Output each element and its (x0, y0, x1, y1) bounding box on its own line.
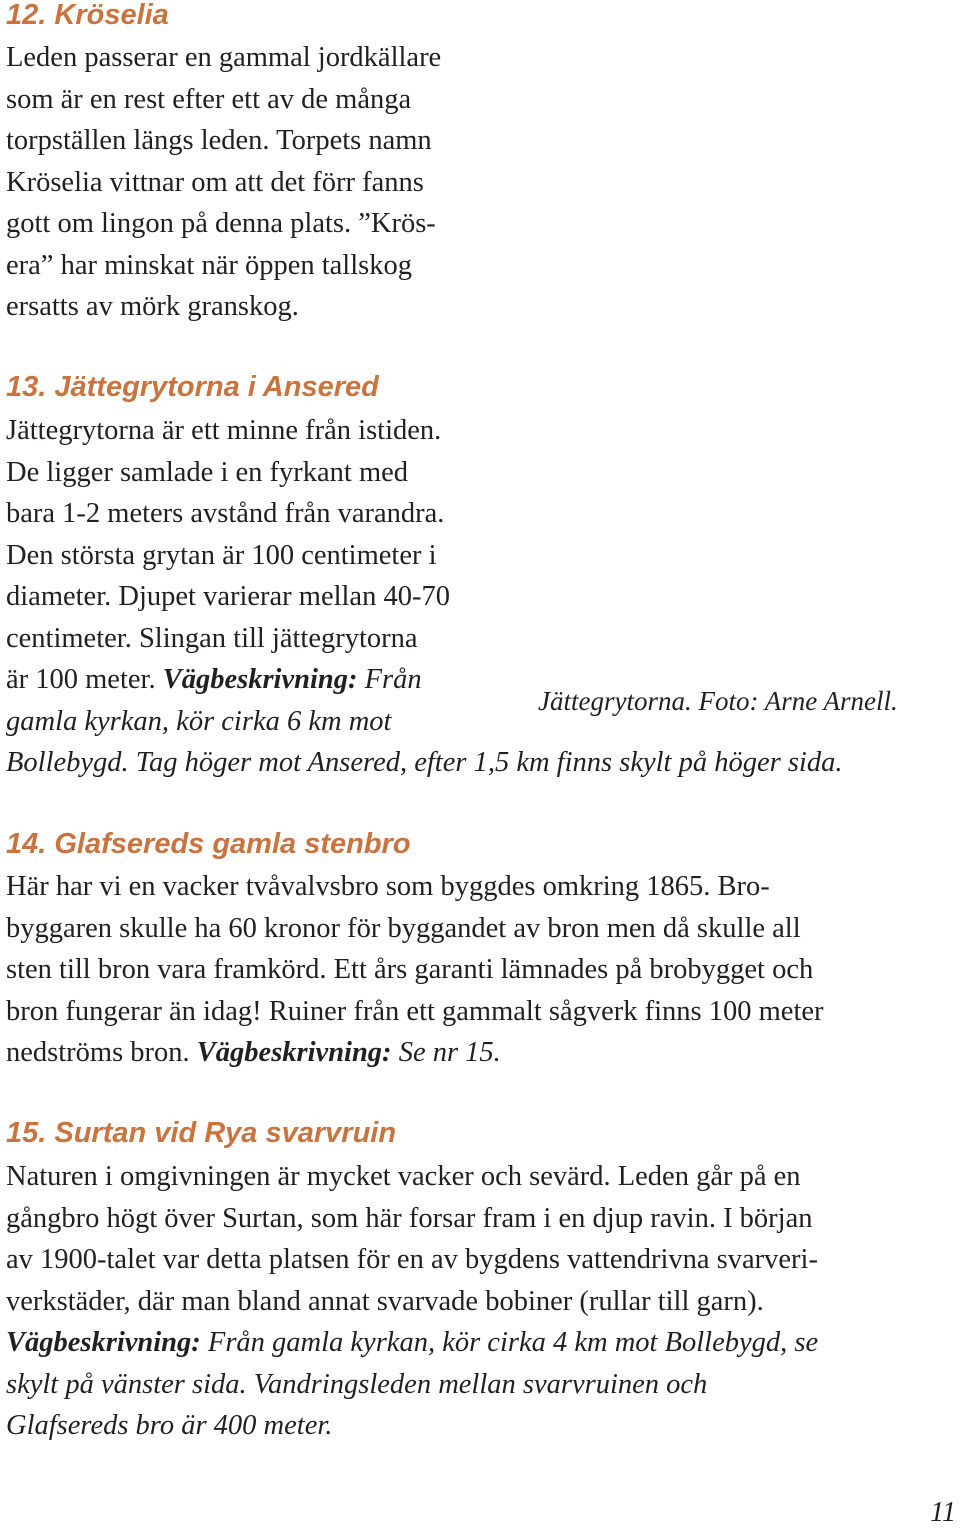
text-line: Leden passerar en gammal jordkällare (6, 42, 442, 73)
text-line: Kröselia vittnar om att det förr fanns (6, 166, 424, 198)
text-line: gångbro högt över Surtan, som här forsar fram i en djup ravin. I början (6, 1202, 813, 1234)
text-plain: nedströms bron. (6, 1037, 197, 1068)
text-line: torpställen längs leden. Torpets namn (6, 125, 432, 156)
text-line: av 1900-talet var detta platsen för en av bygdens vattendrivna svarveri- (6, 1244, 818, 1275)
text-line: byggaren skulle ha 60 kronor för byggandet av bron men då skulle all (6, 912, 801, 944)
heading-15: 15. Surtan vid Rya svarvruin (6, 1117, 397, 1149)
text-line: Naturen i omgivningen är mycket vacker och sevärd. Leden går på en (6, 1161, 801, 1192)
text-line: som är en rest efter ett av de många (6, 83, 412, 115)
text-line: bron fungerar än idag! Ruiner från ett gammalt sågverk finns 100 meter (6, 995, 824, 1027)
text-line: gott om lingon på denna plats. ”Krös- (6, 208, 436, 239)
directions-text: Från (357, 664, 422, 695)
text-line: gamla kyrkan, kör cirka 6 km mot (6, 705, 392, 737)
text-line: skylt på vänster sida. Vandringsleden mellan svarvruinen och (6, 1368, 708, 1400)
directions-label: Vägbeskrivning: (162, 664, 358, 695)
directions-text: Från gamla kyrkan, kör cirka 4 km mot Bollebygd, se (200, 1327, 819, 1358)
text-line: Här har vi en vacker tvåvalvsbro som byggdes omkring 1865. Bro- (6, 871, 770, 902)
heading-14: 14. Glafsereds gamla stenbro (6, 828, 411, 860)
page-number: 11 (930, 1497, 956, 1528)
directions-label: Vägbeskrivning: (196, 1037, 392, 1068)
photo-caption: Jättegrytorna. Foto: Arne Arnell. (538, 686, 898, 716)
text-line (6, 1032, 824, 1074)
heading-13: 13. Jättegrytorna i Ansered (6, 371, 379, 403)
text-line: centimeter. Slingan till jättegrytorna (6, 622, 418, 654)
paragraph-12 (6, 37, 441, 328)
text-line: bara 1-2 meters avstånd från varandra. (6, 498, 445, 529)
text-line: Jättegrytorna är ett minne från istiden. (6, 415, 442, 446)
paragraph-15 (6, 1156, 818, 1447)
text-line: sten till bron vara framkörd. Ett års garanti lämnades på brobygget och (6, 954, 814, 985)
directions-text: Se nr 15. (391, 1037, 501, 1068)
paragraph-13 (6, 410, 842, 784)
text-line: De ligger samlade i en fyrkant med (6, 456, 409, 488)
text-line: diameter. Djupet varierar mellan 40-70 (6, 581, 450, 612)
text-line (6, 1322, 818, 1364)
text-line: Den största grytan är 100 centimeter i (6, 539, 437, 571)
text-line: Glafsereds bro är 400 meter. (6, 1410, 333, 1441)
heading-12: 12. Kröselia (6, 0, 169, 31)
text-line: verkstäder, där man bland annat svarvade bobiner (rullar till garn). (6, 1285, 764, 1317)
paragraph-14 (6, 866, 824, 1074)
text-plain: är 100 meter. (6, 664, 163, 695)
text-line: Bollebygd. Tag höger mot Ansered, efter 1,5 km finns skylt på höger sida. (6, 747, 843, 778)
text-line: era” har minskat när öppen tallskog (6, 249, 412, 281)
text-line: ersatts av mörk granskog. (6, 291, 299, 322)
directions-label: Vägbeskrivning: (6, 1327, 201, 1358)
